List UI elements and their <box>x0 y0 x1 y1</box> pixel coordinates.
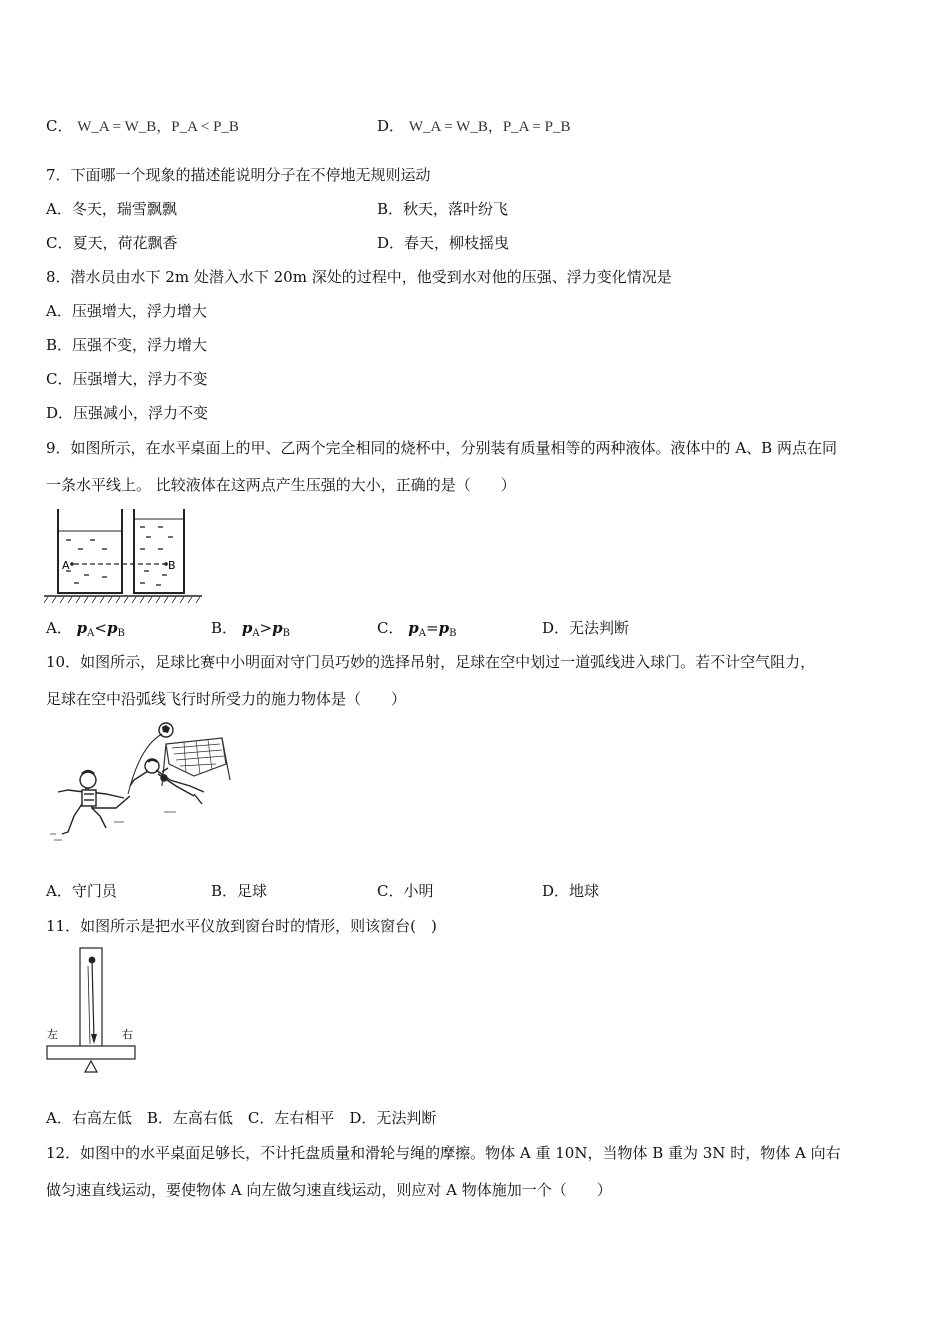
q9-point-b-label: B <box>168 559 176 572</box>
q7-option-b: B．秋天，落叶纷飞 <box>377 200 509 218</box>
q8-stem: 8．潜水员由水下 2m 处潜入水下 20m 深处的过程中，他受到水对他的压强、浮力变化情况是 <box>46 268 672 286</box>
q11-left-label: 左 <box>47 1028 58 1041</box>
q8-option-a: A．压强增大，浮力增大 <box>46 302 207 320</box>
q8-option-d: D．压强减小，浮力不变 <box>46 404 209 422</box>
q9-option-b <box>211 618 290 644</box>
q9-option-a <box>46 618 125 644</box>
q9-option-c-p1: p <box>408 619 419 637</box>
q9-option-c-label: C． <box>377 619 404 637</box>
q9-option-a-p2: p <box>106 619 118 637</box>
q10-goal-net <box>162 738 230 786</box>
q9-option-c-sub2: B <box>449 628 457 639</box>
q9-stem-line2: 一条水平线上。 比较液体在这两点产生压强的大小，正确的是（ ） <box>46 476 516 494</box>
q7-option-c: C．夏天，荷花飘香 <box>46 234 178 252</box>
q9-beaker-yi <box>134 509 184 593</box>
q9-option-a-sub1: A <box>87 628 95 639</box>
q9-option-b-sub1: A <box>252 628 260 639</box>
q11-options: A．右高左低 B．左高右低 C．左右相平 D．无法判断 <box>46 1109 437 1127</box>
q7-option-a: A．冬天，瑞雪飘飘 <box>46 200 177 218</box>
q9-option-d: D．无法判断 <box>542 619 630 637</box>
q10-option-b: B．足球 <box>211 882 268 900</box>
q6-option-c <box>46 116 239 137</box>
q9-option-b-label: B． <box>211 619 238 637</box>
q9-option-b-sub2: B <box>282 628 290 639</box>
q9-option-a-rel: < <box>94 619 107 637</box>
q11-right-label: 右 <box>122 1028 133 1041</box>
q9-option-c-p2: p <box>438 619 450 637</box>
q9-option-c-rel: = <box>426 619 439 637</box>
q9-point-a-label: A <box>62 559 70 572</box>
q8-option-c: C．压强增大，浮力不变 <box>46 370 208 388</box>
q9-option-c <box>377 618 456 644</box>
q10-stem-line1: 10．如图所示，足球比赛中小明面对守门员巧妙的选择吊射，足球在空中划过一道弧线进入球门。若不计空气阻力， <box>46 653 816 671</box>
q9-stem-line1: 9．如图所示，在水平桌面上的甲、乙两个完全相同的烧杯中，分别装有质量相等的两种液体。液体中的 A、B 两点在同 <box>46 439 837 457</box>
q10-option-d: D．地球 <box>542 882 600 900</box>
q6-option-c-math: W_A = W_B，P_A < P_B <box>77 119 239 135</box>
q9-option-b-rel: > <box>259 619 273 637</box>
q6-option-d <box>377 116 570 137</box>
q9-option-b-p1: p <box>241 619 253 637</box>
q8-option-b: B．压强不变，浮力增大 <box>46 336 208 354</box>
q7-stem: 7．下面哪一个现象的描述能说明分子在不停地无规则运动 <box>46 166 431 184</box>
q11-fulcrum-icon <box>85 1061 97 1072</box>
q10-striker <box>58 771 130 834</box>
q9-option-a-label: A． <box>46 619 72 637</box>
q10-goalkeeper <box>130 759 204 804</box>
q6-option-d-label: D． <box>377 117 405 135</box>
q6-option-c-label: C． <box>46 117 73 135</box>
q10-stem-line2: 足球在空中沿弧线飞行时所受力的施力物体是（ ） <box>46 690 407 708</box>
q12-stem-line2: 做匀速直线运动，要使物体 A 向左做匀速直线运动，则应对 A 物体施加一个（ ） <box>46 1181 612 1199</box>
q9-beaker-jia <box>58 509 122 593</box>
q9-option-a-p1: p <box>76 619 88 637</box>
q9-option-c-sub1: A <box>418 628 426 639</box>
q9-option-b-p2: p <box>272 619 283 637</box>
q6-option-d-math: W_A = W_B，P_A = P_B <box>408 119 571 135</box>
q11-stem: 11．如图所示是把水平仪放到窗台时的情形，则该窗台( ) <box>46 917 437 935</box>
q7-option-d: D．春天，柳枝摇曳 <box>377 234 510 252</box>
q10-option-c: C．小明 <box>377 882 434 900</box>
q12-stem-line1: 12．如图中的水平桌面足够长，不计托盘质量和滑轮与绳的摩擦。物体 A 重 10N，当物体 B 重为 3N 时，物体 A 向右 <box>46 1144 841 1162</box>
q9-option-a-sub2: B <box>117 628 125 639</box>
q10-option-a: A．守门员 <box>46 882 117 900</box>
q11-level-figure <box>44 944 144 1076</box>
q9-beakers-figure <box>44 505 204 605</box>
q10-football-figure <box>44 716 244 846</box>
